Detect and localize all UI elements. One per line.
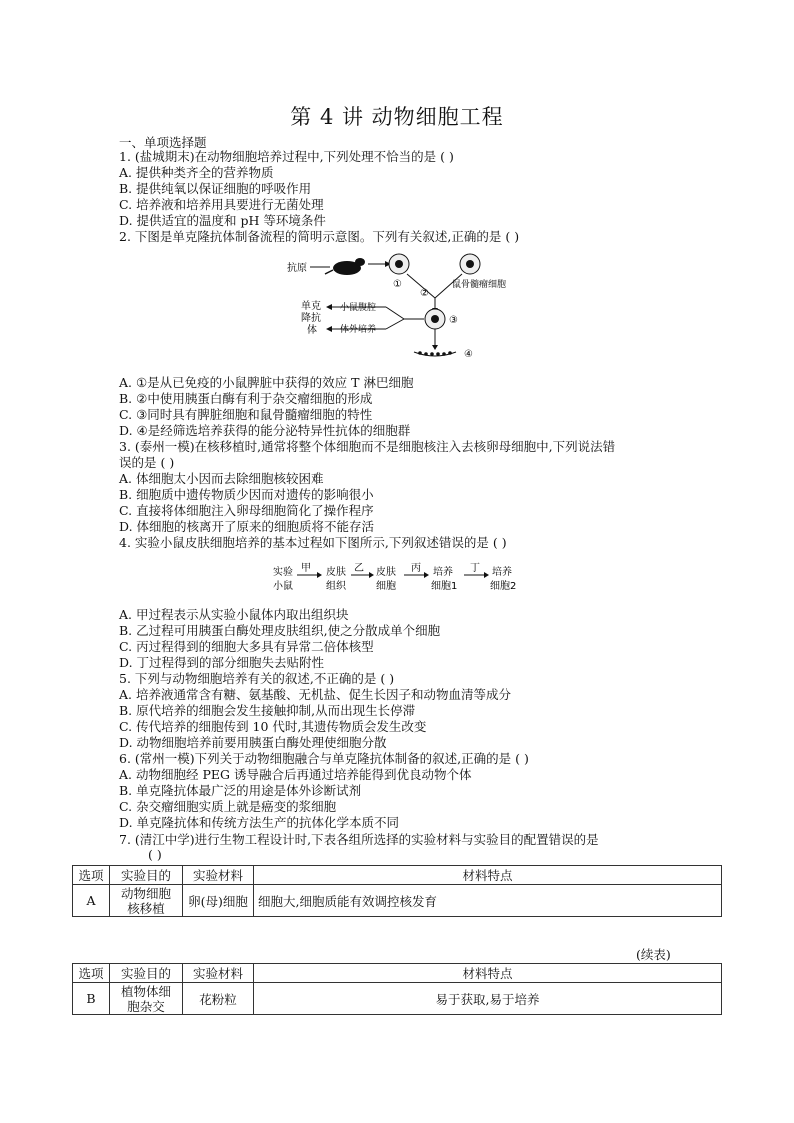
myeloma-label: 鼠骨髓瘤细胞 (452, 280, 507, 290)
ascites-label: 小鼠腹腔 (340, 303, 377, 313)
process-yi: 乙 (354, 563, 364, 574)
q5-option-a: A. 培养液通常含有糖、氨基酸、无机盐、促生长因子和动物血清等成分 (119, 687, 511, 702)
process-jia: 甲 (301, 563, 311, 574)
stage-skin-cell-1: 皮肤 (376, 567, 396, 578)
table-row (73, 983, 722, 1015)
mouse-icon (325, 258, 365, 275)
hybridoma-cell-icon (425, 309, 445, 329)
row-option: A (73, 885, 110, 917)
q6-stem: 6. (常州一模)下列关于动物细胞融合与单克隆抗体制备的叙述,正确的是 ( ) (119, 751, 529, 766)
row-goal-line-1: 动物细胞 (120, 885, 171, 901)
continued-label: (续表) (636, 947, 671, 962)
stage-culture1-2: 细胞1 (431, 581, 458, 592)
q7-stem-1: 7. (清江中学)进行生物工程设计时,下表各组所选择的实验材料与实验目的配置错误的是 (119, 832, 599, 847)
q5-option-c: C. 传代培养的细胞传到 10 代时,其遗传物质会发生改变 (119, 719, 427, 734)
q3-option-b: B. 细胞质中遗传物质少因而对遗传的影响很小 (119, 487, 374, 502)
skin-cell-culture-flow (270, 561, 530, 595)
row-feature: 易于获取,易于培养 (254, 983, 722, 1015)
header-option: 选项 (73, 866, 110, 885)
row-material: 花粉粒 (183, 983, 254, 1015)
step-2-label: ② (420, 288, 429, 299)
table-row (73, 885, 722, 917)
stage-culture1-1: 培养 (433, 567, 453, 578)
q2-option-a: A. ①是从已免疫的小鼠脾脏中获得的效应 T 淋巴细胞 (119, 375, 414, 390)
q3-option-d: D. 体细胞的核离开了原来的细胞质将不能存活 (119, 519, 375, 534)
stage-mouse-1: 实验 (273, 567, 293, 578)
header-goal: 实验目的 (110, 964, 183, 983)
header-material: 实验材料 (183, 964, 254, 983)
q6-option-c: C. 杂交瘤细胞实质上就是癌变的浆细胞 (119, 799, 337, 814)
table-header-row (73, 964, 722, 983)
q7-stem-2: ( ) (148, 847, 162, 862)
stage-tissue-1: 皮肤 (326, 567, 346, 578)
mab-label-1: 单克 (301, 301, 321, 312)
row-goal-line-2: 核移植 (127, 900, 165, 916)
mab-label-3: 体 (307, 325, 317, 336)
stage-culture2-1: 培养 (492, 567, 512, 578)
row-goal (110, 983, 183, 1015)
myeloma-cell-icon (460, 254, 480, 274)
stage-culture2-2: 细胞2 (490, 581, 517, 592)
header-goal: 实验目的 (110, 866, 183, 885)
q4-option-b: B. 乙过程可用胰蛋白酶处理皮肤组织,使之分散成单个细胞 (119, 623, 441, 638)
q3-stem-1: 3. (泰州一模)在核移植时,通常将整个体细胞而不是细胞核注入去核卵母细胞中,下列说法错 (119, 439, 616, 454)
step-3-label: ③ (449, 315, 458, 326)
q6-option-a: A. 动物细胞经 PEG 诱导融合后再通过培养能得到优良动物个体 (119, 767, 472, 782)
spleen-cell-icon (389, 254, 409, 274)
q5-option-d: D. 动物细胞培养前要用胰蛋白酶处理使细胞分散 (119, 735, 387, 750)
process-ding: 丁 (470, 563, 480, 574)
q1-option-c: C. 培养液和培养用具要进行无菌处理 (119, 197, 324, 212)
q4-option-d: D. 丁过程得到的部分细胞失去贴附性 (119, 655, 325, 670)
monoclonal-antibody-diagram (280, 248, 530, 364)
config-table-2 (72, 963, 722, 1015)
header-feature: 材料特点 (254, 866, 722, 885)
q2-option-d: D. ④是经筛选培养获得的能分泌特异性抗体的细胞群 (119, 423, 411, 438)
page-title: 第 4 讲 动物细胞工程 (290, 105, 504, 129)
step-1-label: ① (393, 279, 402, 290)
mab-label-2: 降抗 (301, 313, 321, 324)
q1-stem: 1. (盐城期末)在动物细胞培养过程中,下列处理不恰当的是 ( ) (119, 149, 454, 164)
stage-skin-cell-2: 细胞 (376, 581, 396, 592)
config-table-1 (72, 865, 722, 917)
row-option: B (73, 983, 110, 1015)
row-goal (110, 885, 183, 917)
section-heading: 一、单项选择题 (119, 135, 207, 150)
q2-option-b: B. ②中使用胰蛋白酶有利于杂交瘤细胞的形成 (119, 391, 373, 406)
q6-option-d: D. 单克隆抗体和传统方法生产的抗体化学本质不同 (119, 815, 400, 830)
q3-option-c: C. 直接将体细胞注入卵母细胞简化了操作程序 (119, 503, 374, 518)
q6-option-b: B. 单克隆抗体最广泛的用途是体外诊断试剂 (119, 783, 362, 798)
header-material: 实验材料 (183, 866, 254, 885)
table-header-row (73, 866, 722, 885)
q1-option-a: A. 提供种类齐全的营养物质 (119, 165, 274, 180)
stage-mouse-2: 小鼠 (273, 581, 293, 592)
step-4-label: ④ (464, 349, 473, 360)
row-goal-line-2: 胞杂交 (127, 998, 165, 1014)
q3-stem-2: 误的是 ( ) (119, 455, 175, 470)
q4-stem: 4. 实验小鼠皮肤细胞培养的基本过程如下图所示,下列叙述错误的是 ( ) (119, 535, 507, 550)
header-feature: 材料特点 (254, 964, 722, 983)
q1-option-d: D. 提供适宜的温度和 pH 等环境条件 (119, 213, 326, 228)
q3-option-a: A. 体细胞太小因而去除细胞核较困难 (119, 471, 324, 486)
row-material: 卵(母)细胞 (183, 885, 254, 917)
row-goal-line-1: 植物体细 (120, 983, 171, 999)
header-option: 选项 (73, 964, 110, 983)
row-feature: 细胞大,细胞质能有效调控核发育 (254, 885, 722, 917)
q5-stem: 5. 下列与动物细胞培养有关的叙述,不正确的是 ( ) (119, 671, 395, 686)
process-bing: 丙 (411, 563, 421, 574)
in-vitro-label: 体外培养 (340, 325, 377, 335)
q5-option-b: B. 原代培养的细胞会发生接触抑制,从而出现生长停滞 (119, 703, 416, 718)
q4-option-a: A. 甲过程表示从实验小鼠体内取出组织块 (119, 607, 349, 622)
q1-option-b: B. 提供纯氧以保证细胞的呼吸作用 (119, 181, 312, 196)
cell-colony-icon (414, 351, 456, 356)
q2-option-c: C. ③同时具有脾脏细胞和鼠骨髓瘤细胞的特性 (119, 407, 373, 422)
q4-option-c: C. 丙过程得到的细胞大多具有异常二倍体核型 (119, 639, 374, 654)
stage-tissue-2: 组织 (326, 581, 346, 592)
antigen-label: 抗原 (287, 263, 307, 274)
q2-stem: 2. 下图是单克隆抗体制备流程的简明示意图。下列有关叙述,正确的是 ( ) (119, 229, 520, 244)
